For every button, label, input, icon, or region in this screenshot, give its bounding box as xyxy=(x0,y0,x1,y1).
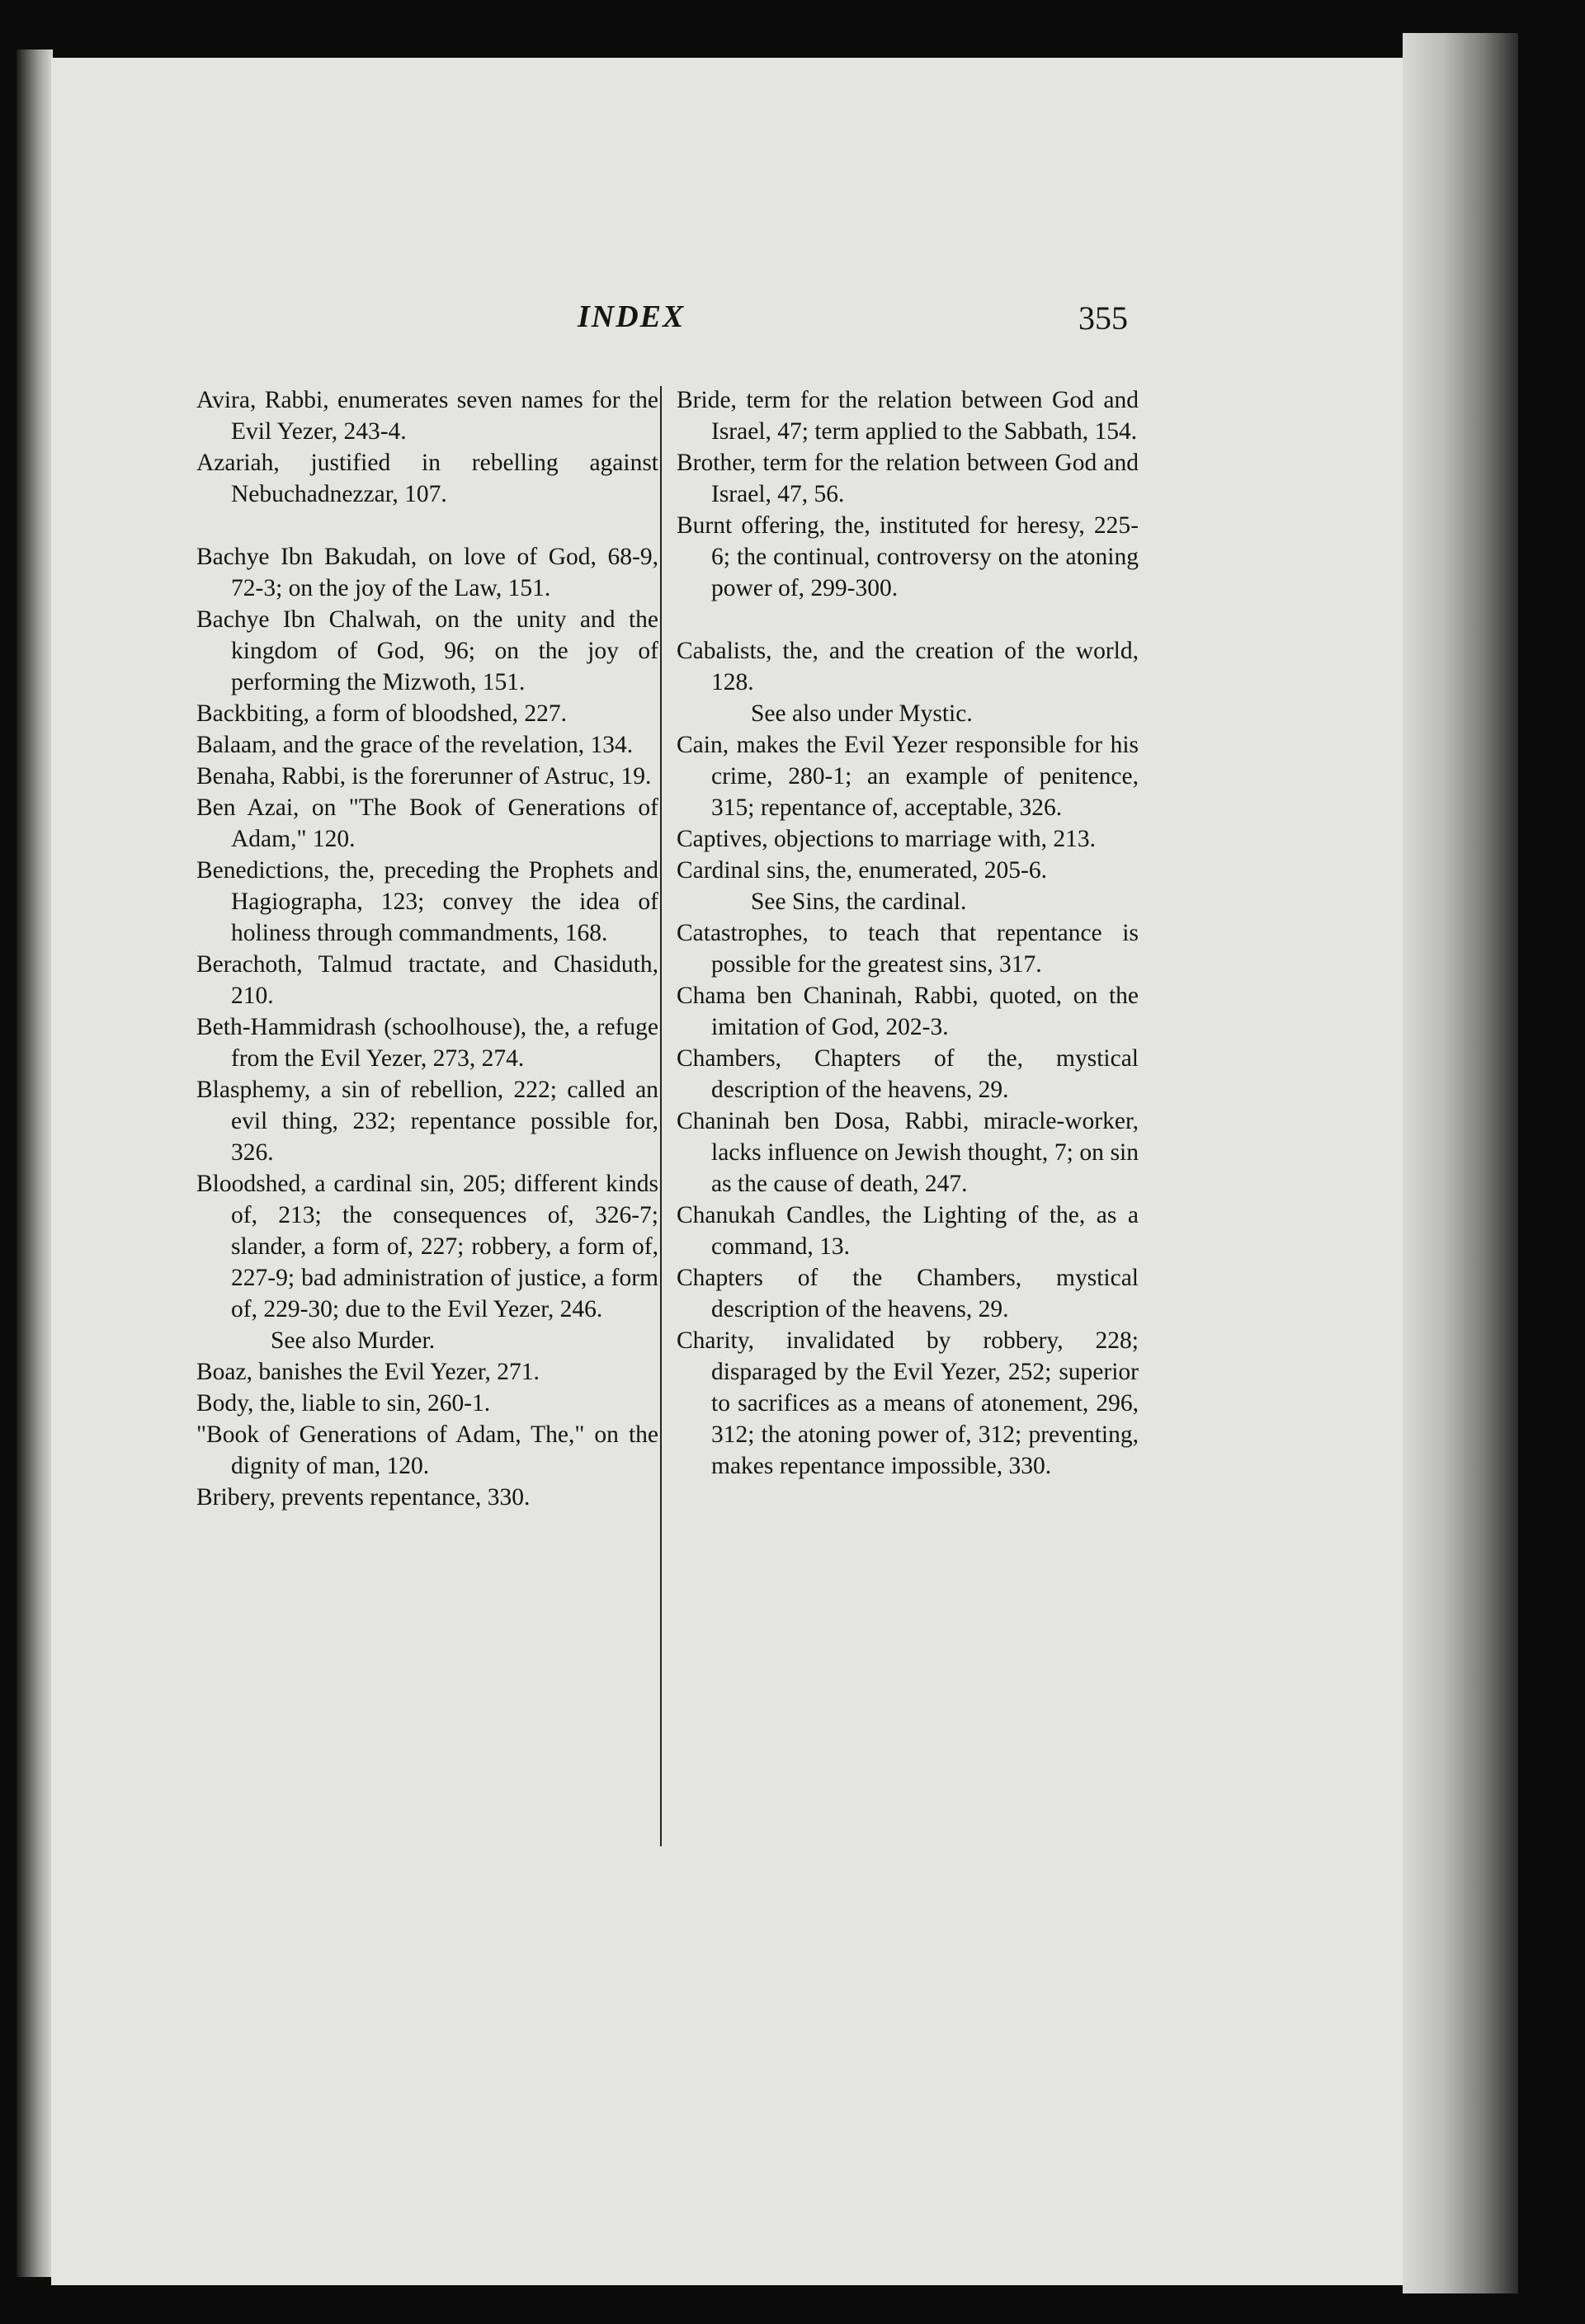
index-entry: Boaz, banishes the Evil Yezer, 271. xyxy=(196,1359,540,1385)
index-entry: Chaninah ben Dosa, Rabbi, miracle-worker, lacks influence on Jewish thought, 7; on sin as the cause of death, 247. xyxy=(677,1108,1139,1197)
running-header: INDEX xyxy=(578,299,686,334)
index-entry: Cabalists, the, and the creation of the world, 128. xyxy=(677,638,1139,695)
index-entry: Body, the, liable to sin, 260-1. xyxy=(196,1390,491,1417)
index-entry: Chanukah Candles, the Lighting of the, as a command, 13. xyxy=(677,1202,1139,1260)
book-page-edges xyxy=(1403,33,1518,2293)
index-entry: Catastrophes, to teach that repentance is possible for the greatest sins, 317. xyxy=(677,920,1139,978)
index-entry: Cardinal sins, the, enumerated, 205-6. xyxy=(677,857,1047,884)
index-entry: "Book of Generations of Adam, The," on the dignity of man, 120. xyxy=(196,1421,658,1479)
index-entry: Blasphemy, a sin of rebellion, 222; called an evil thing, 232; repentance possible for, 326. xyxy=(196,1077,658,1166)
index-entry: Beth-Hammidrash (schoolhouse), the, a refuge from the Evil Yezer, 273, 274. xyxy=(196,1014,658,1072)
index-entry: Berachoth, Talmud tractate, and Chasiduth, 210. xyxy=(196,951,658,1009)
book-gutter-shadow xyxy=(17,49,53,2277)
index-entry: Chapters of the Chambers, mystical description of the heavens, 29. xyxy=(677,1265,1139,1322)
index-entry: Burnt offering, the, instituted for heresy, 225-6; the continual, controversy on the atoning power of, 299-300. xyxy=(677,512,1139,601)
index-entry: Ben Azai, on "The Book of Generations of Adam," 120. xyxy=(196,794,658,852)
index-entry: Bride, term for the relation between God and Israel, 47; term applied to the Sabbath, 154. xyxy=(677,387,1139,445)
cross-reference: See Sins, the cardinal. xyxy=(751,889,967,915)
page-number: 355 xyxy=(1078,299,1128,337)
index-entry: Bachye Ibn Chalwah, on the unity and the kingdom of God, 96; on the joy of performing the Mizwoth, 151. xyxy=(196,606,658,695)
index-entry: Avira, Rabbi, enumerates seven names for the Evil Yezer, 243-4. xyxy=(196,387,658,445)
index-entry: Cain, makes the Evil Yezer responsible for his crime, 280-1; an example of penitence, 315; repentance of, acceptable, 326. xyxy=(677,732,1139,821)
index-entry: Chambers, Chapters of the, mystical description of the heavens, 29. xyxy=(677,1045,1139,1103)
index-entry: Backbiting, a form of bloodshed, 227. xyxy=(196,700,567,727)
index-entry: Chama ben Chaninah, Rabbi, quoted, on the imitation of God, 202-3. xyxy=(677,983,1139,1040)
index-entry: Bribery, prevents repentance, 330. xyxy=(196,1484,531,1511)
cross-reference: See also under Mystic. xyxy=(751,700,973,727)
index-entry: Benaha, Rabbi, is the forerunner of Astruc, 19. xyxy=(196,763,652,790)
column-divider xyxy=(660,386,662,1846)
index-column-left xyxy=(196,384,658,1513)
index-column-right xyxy=(677,384,1139,1482)
index-entry: Charity, invalidated by robbery, 228; disparaged by the Evil Yezer, 252; superior to sacrifices as a means of atonement, 296, 312; the atoning power of, 312; preventing, makes repentance impossible, 330. xyxy=(677,1327,1139,1479)
index-entry: Benedictions, the, preceding the Prophets and Hagiographa, 123; convey the idea of holiness through commandments, 168. xyxy=(196,857,658,946)
index-entry: Brother, term for the relation between God and Israel, 47, 56. xyxy=(677,450,1139,507)
index-entry: Captives, objections to marriage with, 213. xyxy=(677,826,1096,852)
index-entry: Bachye Ibn Bakudah, on love of God, 68-9, 72-3; on the joy of the Law, 151. xyxy=(196,544,658,601)
index-entry: Balaam, and the grace of the revelation, 134. xyxy=(196,732,634,758)
index-entry: Bloodshed, a cardinal sin, 205; different kinds of, 213; the consequences of, 326-7; slander, a form of, 227; robbery, a form of, 227-9; bad administration of justice, a form of, 229-30; due to the Evil Yezer, 246. xyxy=(196,1171,658,1322)
cross-reference: See also Murder. xyxy=(271,1327,436,1354)
index-entry: Azariah, justified in rebelling against Nebuchadnezzar, 107. xyxy=(196,450,658,507)
